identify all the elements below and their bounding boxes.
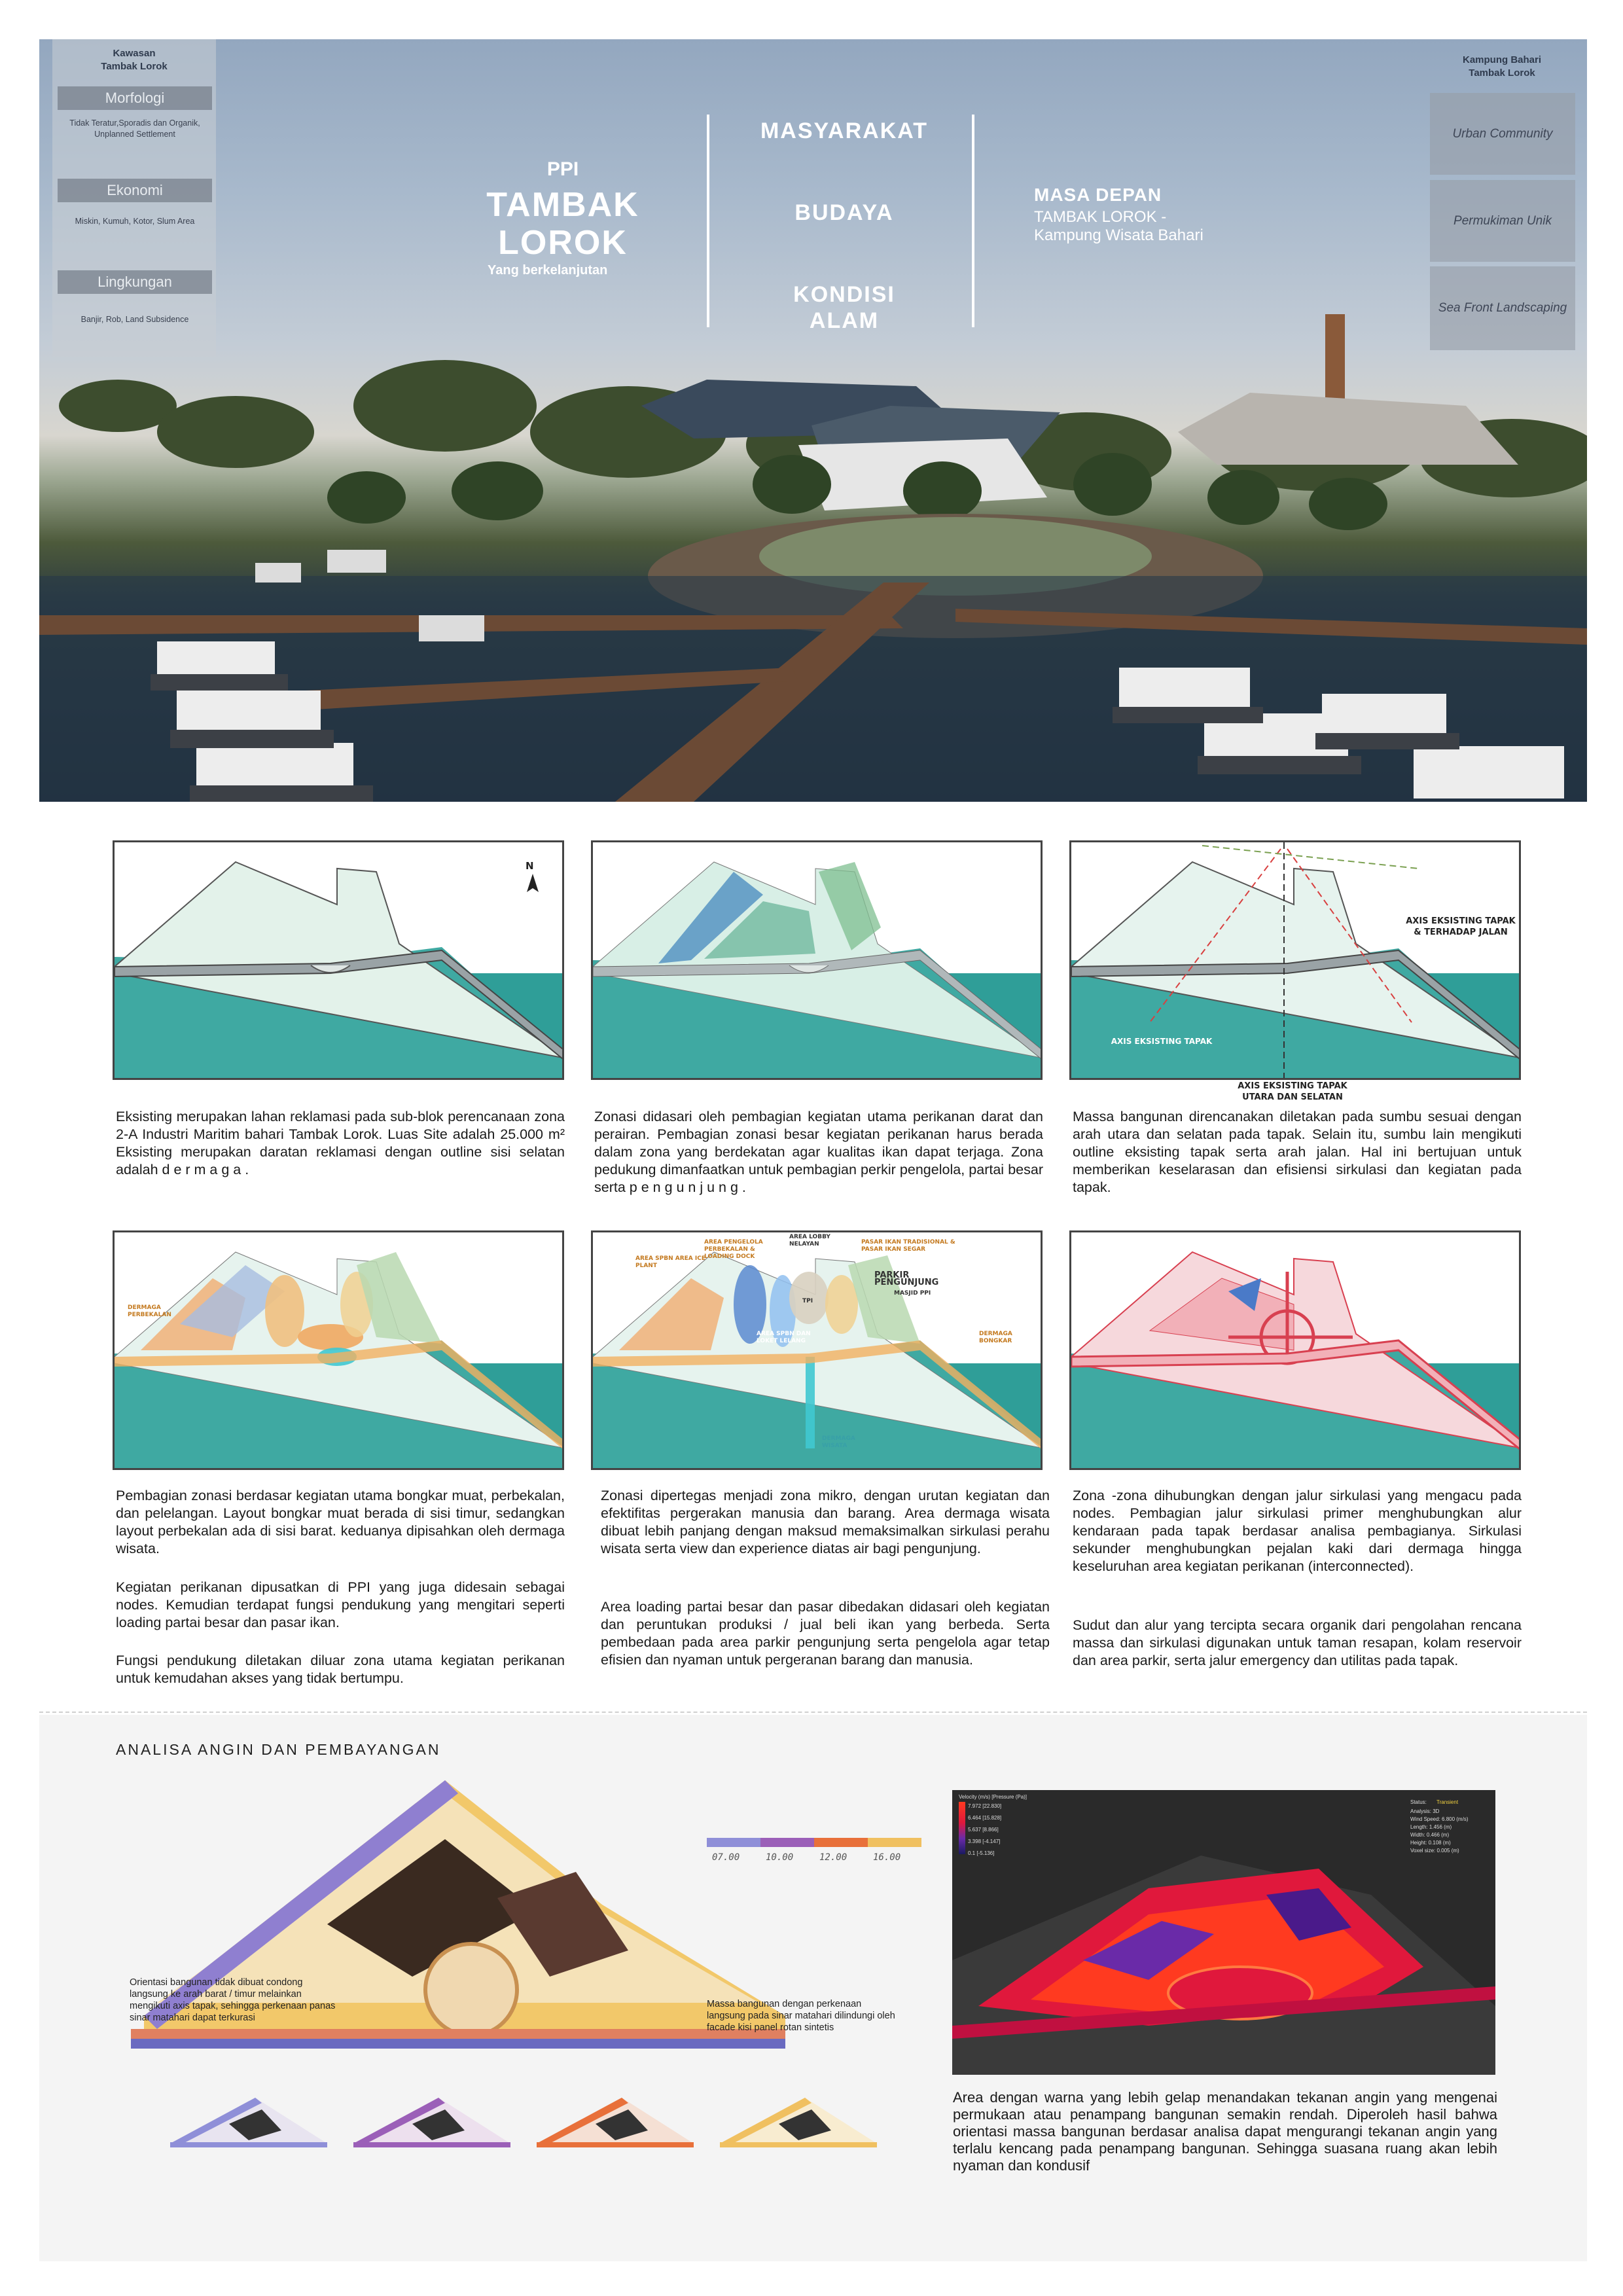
- shadow-thumbnails: [170, 2085, 890, 2150]
- legend-time-1200: 12.00: [819, 1852, 847, 1863]
- category-ekonomi: Ekonomi: [58, 179, 212, 202]
- left-panel-title: Kawasan Tambak Lorok: [101, 48, 168, 72]
- hero-render: [39, 39, 1587, 802]
- label-pengelola: AREA PENGELOLA PERBEKALAN & LOADING DOCK: [704, 1239, 763, 1260]
- cfd-legend-v2: 5.637 [8.866]: [968, 1827, 999, 1833]
- paragraph-macro-1: Pembagian zonasi berdasar kegiatan utama bongkar muat, perbekalan, dan pelelangan. Layout bongkar muat berada di sisi timur, sedangkan layout perbekalan ada di sisi barat. keduanya dipisahkan oleh dermaga wisata.: [116, 1488, 565, 1556]
- paragraph-circulation-2: Sudut dan alur yang tercipta secara organik dari pengolahan rencana massa dan sirkulasi digunakan untuk taman resapan, kolam reservoir dan area parkir, serta jalur emergency dan utilitas pada tapak.: [1073, 1617, 1522, 1668]
- right-item-sea-front: Sea Front Landscaping: [1430, 266, 1575, 350]
- label-loket: AREA SPBN DAN LOKET LELANG: [757, 1331, 811, 1344]
- diagram-axis: [1069, 840, 1521, 1080]
- cfd-status-row-1: Wind Speed: 6.800 (m/s): [1410, 1816, 1469, 1822]
- legend-time-0700: 07.00: [712, 1852, 740, 1863]
- diagram-existing: [113, 840, 564, 1080]
- legend-bar-1000: [760, 1838, 814, 1847]
- thumbnail-0700: [170, 2098, 327, 2147]
- section-divider: [39, 1712, 1587, 1713]
- label-dermaga-wisata-micro: DERMAGA WISATA: [822, 1435, 855, 1449]
- paragraph-zoning: Zonasi didasari oleh pembagian kegiatan utama perikanan darat dan perairan. Pembagian zonasi besar kegiatan perikanan harus berada dalam zona yang berdekatan agar kualitas ikan dapat terjaga. Zona pedukung dimanfaatkan untuk pembagian perkir pengelola, partai besar serta p e n g u n j u n g .: [594, 1109, 1043, 1195]
- label-masjid: MASJID PPI: [894, 1290, 931, 1297]
- cfd-status-value: Transient: [1436, 1799, 1459, 1805]
- category-morfologi: Morfologi: [58, 86, 212, 110]
- north-arrow-icon: [526, 874, 540, 893]
- category-lingkungan: Lingkungan: [58, 270, 212, 294]
- label-tpi: TPI: [802, 1298, 813, 1304]
- cfd-status-row-3: Width: 0.466 (m): [1410, 1832, 1450, 1838]
- ppi-label: PPI: [546, 158, 579, 180]
- thumbnail-1600: [720, 2098, 877, 2147]
- compass-north-label: N: [526, 860, 534, 872]
- wind-section-title: ANALISA ANGIN DAN PEMBAYANGAN: [116, 1741, 441, 1758]
- right-item-permukiman-unik: Permukiman Unik: [1430, 180, 1575, 262]
- cfd-legend-v3: 3.398 [-4.147]: [968, 1839, 1001, 1844]
- cfd-status-row-2: Length: 1.456 (m): [1410, 1824, 1452, 1830]
- cfd-status-row-4: Height: 0.108 (m): [1410, 1840, 1451, 1846]
- paragraph-micro-1: Zonasi dipertegas menjadi zona mikro, dengan urutan kegiatan dan efektifitas pergerakan manusia dan barang. Area dermaga wisata dibuat lebih panjang dengan maksud memaksimalkan sirkulasi perahu wisata serta view dan experience diatas air bagi pengunjung.: [601, 1488, 1050, 1556]
- ppi-subtitle: Yang berkelanjutan: [488, 263, 608, 278]
- legend-bar-1600: [868, 1838, 921, 1847]
- masa-depan-desc: TAMBAK LOROK - Kampung Wisata Bahari: [1034, 208, 1204, 244]
- axis-road-label: AXIS EKSISTING TAPAK & TERHADAP JALAN: [1406, 916, 1516, 937]
- cfd-status-row-0: Analysis: 3D: [1410, 1808, 1440, 1814]
- axis-ns-label: AXIS EKSISTING TAPAK UTARA DAN SELATAN: [1238, 1081, 1347, 1102]
- paragraph-existing: Eksisting merupakan lahan reklamasi pada sub-blok perencanaan zona 2-A Industri Maritim bahari Tambak Lorok. Luas Site adalah 25.000 m² Eksisting merupakan daratan reklamasi dengan outline sisi selatan adalah d e r m a g a .: [116, 1109, 565, 1177]
- cfd-caption: Area dengan warna yang lebih gelap menandakan tekanan angin yang mengenai permukaan atau penampang bangunan semakin rendah. Diperoleh hasil bahwa orientasi massa bangunan berdasar analisa dapat mengurangi tekanan angin yang terlalu kencang pada penampang bangunan. Sehingga suasana ruang akan lebih nyaman dan kondusif: [953, 2089, 1497, 2174]
- diagram-macro-zoning: [113, 1230, 564, 1470]
- paragraph-axis: Massa bangunan direncanakan diletakan pada sumbu sesuai dengan arah utara dan selatan pada tapak. Selain itu, sumbu lain mengikuti outline eksisting tapak serta arah jalan. Hal ini bertujuan untuk memberikan keselarasan dan efisiensi sirkulasi dan kegiatan pada tapak.: [1073, 1109, 1522, 1195]
- paragraph-micro-2: Area loading partai besar dan pasar dibedakan didasari oleh kegiatan dan peruntukan produksi / jual beli ikan yang berbeda. Serta pembedaan pada area parkir pengunjung serta pengelola agar tetap efisien dan nyaman untuk pergeranan barang dan manusia.: [601, 1599, 1050, 1668]
- divider-line-left: [707, 115, 709, 327]
- word-masyarakat: MASYARAKAT: [760, 118, 929, 143]
- diagram-micro-zoning: [591, 1230, 1043, 1470]
- cfd-legend-v0: 7.972 [22.830]: [968, 1803, 1002, 1809]
- label-pasar-ikan: PASAR IKAN TRADISIONAL & PASAR IKAN SEGAR: [861, 1239, 955, 1253]
- harbor-render-illustration: [39, 39, 1587, 802]
- legend-time-1000: 10.00: [766, 1852, 794, 1863]
- word-kondisi-alam: KONDISI ALAM: [793, 282, 895, 333]
- cfd-status-label: Status:: [1410, 1799, 1427, 1805]
- cfd-status-row-5: Voxel size: 0.005 (m): [1410, 1848, 1459, 1854]
- axis-existing-label: AXIS EKSISTING TAPAK: [1111, 1037, 1213, 1046]
- legend-time-1600: 16.00: [873, 1852, 901, 1863]
- paragraph-macro-3: Fungsi pendukung diletakan diluar zona utama kegiatan perikanan untuk kemudahan akses yang tidak bertumpu.: [116, 1653, 565, 1686]
- category-lingkungan-desc: Banjir, Rob, Land Subsidence: [80, 315, 189, 324]
- divider-line-right: [972, 115, 974, 327]
- note-orientation: Orientasi bangunan tidak dibuat condong langsung ke arah barat / timur melainkan mengikuti axis tapak, sehingga perkenaan panas sinar matahari dapat terkurasi: [130, 1977, 336, 2023]
- label-parkir: PARKIR PENGUNJUNG: [874, 1270, 939, 1287]
- thumbnail-1200: [537, 2098, 694, 2147]
- diagram-zoning: [591, 840, 1043, 1080]
- label-dermaga-perbekalan: DERMAGA PERBEKALAN: [128, 1304, 171, 1318]
- thumbnail-1000: [353, 2098, 510, 2147]
- category-morfologi-desc: Tidak Teratur,Sporadis dan Organik, Unplanned Settlement: [69, 118, 200, 139]
- masa-depan-title: MASA DEPAN: [1034, 185, 1162, 205]
- paragraph-circulation-1: Zona -zona dihubungkan dengan jalur sirkulasi yang mengacu pada nodes. Pembagian jalur sirkulasi primer menghubungkan alur kendaraan pada tapak berdasar analisa pembagianya. Sirkulasi sekunder menghubungkan pejalan kaki dari dermaga hingga keseluruhan area kegiatan perikanan (interconnected).: [1073, 1488, 1522, 1574]
- cfd-wind-simulation: [952, 1790, 1495, 2075]
- cfd-legend-v4: 0.1 [-5.136]: [968, 1850, 995, 1856]
- word-budaya: BUDAYA: [794, 200, 894, 225]
- right-item-urban-community: Urban Community: [1430, 93, 1575, 175]
- ppi-title: TAMBAK LOROK: [486, 186, 639, 262]
- label-spbn-ice-plant: AREA SPBN AREA ICE PLANT: [635, 1255, 705, 1269]
- cfd-legend-title: Velocity (m/s) [Pressure (Pa)]: [959, 1794, 1027, 1800]
- cfd-legend-v1: 6.464 [15.828]: [968, 1815, 1002, 1821]
- category-ekonomi-desc: Miskin, Kumuh, Kotor, Slum Area: [75, 217, 195, 226]
- label-dermaga-bongkar-micro: DERMAGA BONGKAR: [979, 1331, 1012, 1344]
- legend-bar-1200: [814, 1838, 868, 1847]
- diagram-circulation: [1069, 1230, 1521, 1470]
- paragraph-macro-2: Kegiatan perikanan dipusatkan di PPI yang juga didesain sebagai nodes. Kemudian terdapat fungsi pendukung yang mengitari seperti loading partai besar dan pasar ikan.: [116, 1579, 565, 1630]
- legend-bar-0700: [707, 1838, 760, 1847]
- note-facade: Massa bangunan dengan perkenaan langsung pada sinar matahari dilindungi oleh facade kisi panel rotan sintetis: [707, 1999, 895, 2033]
- label-lobby: AREA LOBBY NELAYAN: [789, 1234, 830, 1247]
- right-panel-title: Kampung Bahari Tambak Lorok: [1462, 54, 1541, 79]
